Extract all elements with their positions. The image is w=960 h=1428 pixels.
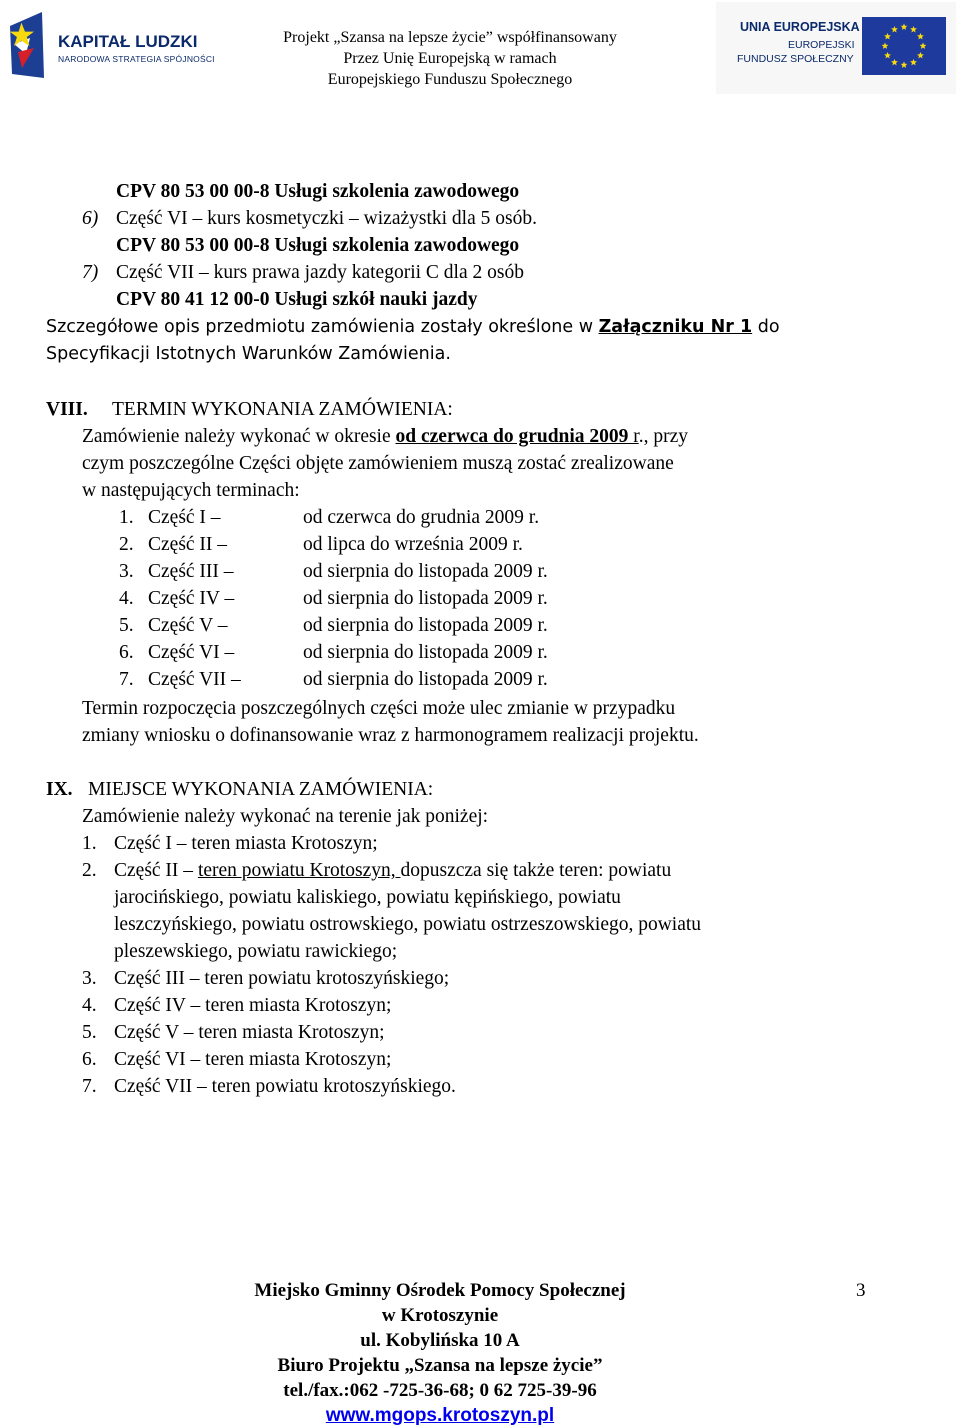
cpv-line: CPV 80 53 00 00-8 Usługi szkolenia zawodowego	[116, 181, 520, 202]
list-number: 7)	[82, 262, 99, 283]
footer-website-link[interactable]	[180, 1405, 700, 1427]
term-number: 4.	[119, 588, 134, 609]
details-text: do	[752, 317, 780, 337]
location-item: Część V – teren miasta Krotoszyn;	[114, 1022, 385, 1043]
term-part: Część V –	[148, 615, 228, 636]
kapital-ludzki-subtitle: NARODOWA STRATEGIA SPÓJNOŚCI	[58, 54, 215, 64]
location-number: 7.	[82, 1076, 97, 1097]
section-paragraph-line: czym poszczególne Części objęte zamówieniem muszą zostać zrealizowane	[82, 453, 674, 474]
location-item: Część III – teren powiatu krotoszyńskiego;	[114, 968, 450, 989]
footer-phone: tel./fax.:062 -725-36-68; 0 62 725-39-96	[283, 1380, 597, 1401]
paragraph-text: ., przy	[638, 426, 688, 447]
section-number: IX.	[46, 779, 73, 800]
term-note: zmiany wniosku o dofinansowanie wraz z harmonogramem realizacji projektu.	[82, 725, 699, 746]
page-number: 3	[856, 1280, 866, 1301]
location-item-line: pleszewskiego, powiatu rawickiego;	[114, 941, 398, 962]
paragraph-text: Zamówienie należy wykonać w okresie	[82, 426, 396, 447]
location-item-line: jarocińskiego, powiatu kaliskiego, powiatu kępińskiego, powiatu	[114, 887, 621, 908]
footer-org-name: Miejsko Gminny Ośrodek Pomocy Społecznej	[254, 1280, 626, 1301]
eu-logo-line-1: UNIA EUROPEJSKA	[740, 20, 860, 34]
section-paragraph-line: Zamówienie należy wykonać na terenie jak poniżej:	[82, 806, 489, 827]
location-number: 2.	[82, 860, 97, 881]
period-suffix: r	[628, 426, 639, 447]
project-line-2: Przez Unię Europejską w ramach	[343, 50, 557, 67]
term-part: Część VI –	[148, 642, 235, 663]
section-number: VIII.	[46, 399, 88, 420]
list-number: 6)	[82, 208, 99, 229]
term-part: Część II –	[148, 534, 228, 555]
details-paragraph-line-2: Specyfikacji Istotnych Warunków Zamówienia.	[46, 344, 451, 364]
term-period: od sierpnia do listopada 2009 r.	[303, 669, 548, 690]
term-period: od sierpnia do listopada 2009 r.	[303, 561, 548, 582]
project-line-3: Europejskiego Funduszu Społecznego	[327, 71, 573, 88]
term-part: Część III –	[148, 561, 234, 582]
term-number: 6.	[119, 642, 134, 663]
location-item: Część I – teren miasta Krotoszyn;	[114, 833, 378, 854]
term-period: od sierpnia do listopada 2009 r.	[303, 642, 548, 663]
term-note: Termin rozpoczęcia poszczególnych części może ulec zmianie w przypadku	[82, 698, 676, 719]
footer-address: ul. Kobylińska 10 A	[360, 1330, 520, 1351]
cpv-line: CPV 80 53 00 00-8 Usługi szkolenia zawodowego	[116, 235, 520, 256]
location-item-line: leszczyńskiego, powiatu ostrowskiego, powiatu ostrzeszowskiego, powiatu	[114, 914, 702, 935]
term-period: od czerwca do grudnia 2009 r.	[303, 507, 540, 528]
term-number: 7.	[119, 669, 134, 690]
attachment-link[interactable]: Załączniku Nr 1	[598, 317, 753, 337]
eu-flag-icon	[862, 17, 946, 75]
term-part: Część IV –	[148, 588, 235, 609]
eu-logo-line-3: FUNDUSZ SPOŁECZNY	[737, 53, 854, 65]
eu-logo-line-2: EUROPEJSKI	[788, 39, 855, 51]
term-period: od sierpnia do listopada 2009 r.	[303, 615, 548, 636]
term-part: Część VII –	[148, 669, 241, 690]
term-period: od sierpnia do listopada 2009 r.	[303, 588, 548, 609]
location-number: 3.	[82, 968, 97, 989]
period-highlight: od czerwca do grudnia 2009	[395, 426, 629, 447]
footer-office: Biuro Projektu „Szansa na lepsze życie”	[277, 1355, 603, 1376]
cpv-line: CPV 80 41 12 00-0 Usługi szkół nauki jazdy	[116, 289, 478, 310]
term-period: od lipca do września 2009 r.	[303, 534, 523, 555]
part-item: Część VI – kurs kosmetyczki – wizażystki dla 5 osób.	[116, 208, 537, 229]
details-paragraph	[46, 314, 780, 341]
term-number: 3.	[119, 561, 134, 582]
kapital-ludzki-title: KAPITAŁ LUDZKI	[58, 32, 198, 51]
location-rest: dopuszcza się także teren: powiatu	[400, 860, 672, 881]
footer-city: w Krotoszynie	[381, 1305, 499, 1326]
term-number: 1.	[119, 507, 134, 528]
part-item: Część VII – kurs prawa jazdy kategorii C dla 2 osób	[116, 262, 524, 283]
location-item: Część IV – teren miasta Krotoszyn;	[114, 995, 392, 1016]
location-number: 5.	[82, 1022, 97, 1043]
section-title: TERMIN WYKONANIA ZAMÓWIENIA:	[112, 399, 453, 420]
term-number: 5.	[119, 615, 134, 636]
location-underlined: teren powiatu Krotoszyn,	[197, 860, 401, 881]
term-part: Część I –	[148, 507, 221, 528]
location-number: 4.	[82, 995, 97, 1016]
section-paragraph	[82, 423, 688, 450]
footer-link-text[interactable]: www.mgops.krotoszyn.pl	[325, 1405, 555, 1426]
section-title: MIEJSCE WYKONANIA ZAMÓWIENIA:	[88, 779, 434, 800]
location-item: Część VII – teren powiatu krotoszyńskiego.	[114, 1076, 456, 1097]
details-text: Szczegółowe opis przedmiotu zamówienia zostały określone w	[46, 317, 599, 337]
location-item: Część VI – teren miasta Krotoszyn;	[114, 1049, 392, 1070]
section-paragraph-line: w następujących terminach:	[82, 480, 300, 501]
term-number: 2.	[119, 534, 134, 555]
location-item	[114, 857, 671, 884]
location-number: 6.	[82, 1049, 97, 1070]
project-line-1: Projekt „Szansa na lepsze życie” współfinansowany	[283, 29, 617, 46]
location-number: 1.	[82, 833, 97, 854]
location-part: Część II –	[114, 860, 198, 881]
